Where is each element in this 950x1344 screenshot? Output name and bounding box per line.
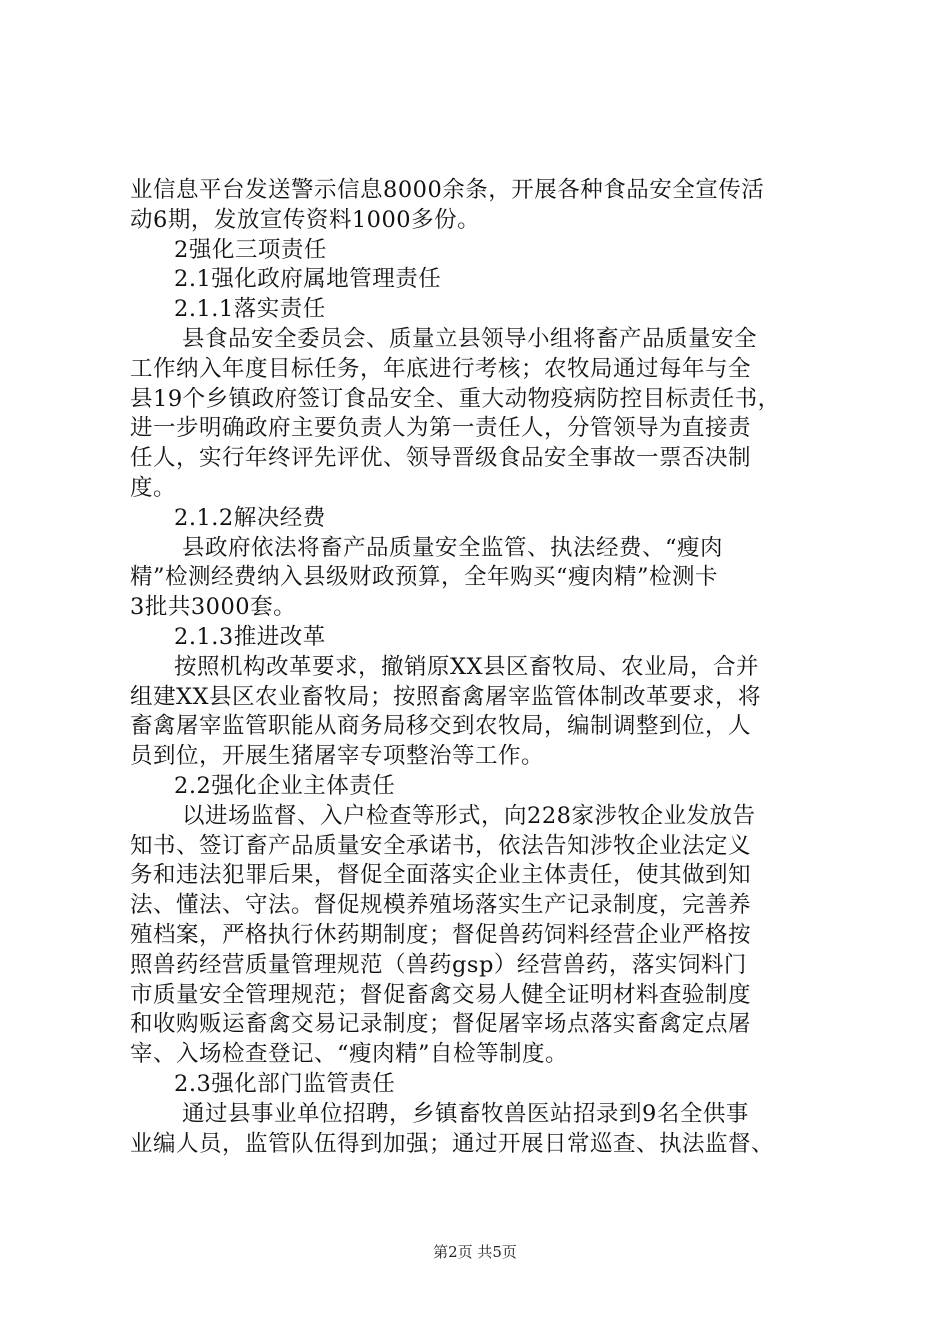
body-line: 按照机构改革要求，撤销原XX县区畜牧局、农业局，合并 — [174, 653, 760, 680]
page-number-footer: 第2页 共5页 — [433, 1243, 517, 1261]
body-line: 组建XX县区农业畜牧局；按照畜禽屠宰监管体制改革要求，将 — [130, 683, 762, 710]
section-heading: 2.1强化政府属地管理责任 — [174, 266, 442, 293]
body-line: 市质量安全管理规范；督促畜禽交易人健全证明材料查验制度 — [130, 981, 752, 1008]
section-heading: 2.1.1落实责任 — [174, 296, 326, 323]
body-line: 殖档案，严格执行休药期制度；督促兽药饲料经营企业严格按 — [130, 921, 752, 948]
body-line: 业信息平台发送警示信息8000余条，开展各种食品安全宣传活 — [130, 177, 765, 203]
section-heading: 2.3强化部门监管责任 — [174, 1070, 396, 1097]
body-line: 员到位，开展生猪屠宰专项整治等工作。 — [130, 743, 545, 770]
body-line: 法、懂法、守法。督促规模养殖场落实生产记录制度，完善养 — [130, 892, 752, 919]
body-line: 进一步明确政府主要负责人为第一责任人，分管领导为直接责 — [130, 415, 752, 442]
body-line: 县食品安全委员会、质量立县领导小组将畜产品质量安全 — [182, 325, 758, 352]
section-heading: 2.1.3推进改革 — [174, 623, 326, 650]
body-line: 畜禽屠宰监管职能从商务局移交到农牧局，编制调整到位，人 — [130, 713, 752, 740]
body-line: 动6期，发放宣传资料1000多份。 — [130, 206, 481, 233]
body-line: 通过县事业单位招聘，乡镇畜牧兽医站招录到9名全供事 — [182, 1100, 749, 1127]
body-line: 业编人员，监管队伍得到加强；通过开展日常巡查、执法监督、 — [130, 1130, 775, 1157]
body-line: 务和违法犯罪后果，督促全面落实企业主体责任，使其做到知 — [130, 862, 752, 889]
body-line: 3批共3000套。 — [130, 594, 297, 621]
section-heading: 2.2强化企业主体责任 — [174, 772, 396, 799]
body-line: 和收购贩运畜禽交易记录制度；督促屠宰场点落实畜禽定点屠 — [130, 1011, 752, 1038]
body-line: 宰、入场检查登记、“瘦肉精”自检等制度。 — [130, 1041, 569, 1068]
body-line: 县19个乡镇政府签订食品安全、重大动物疫病防控目标责任书， — [130, 385, 781, 412]
body-line: 照兽药经营质量管理规范（兽药gsp）经营兽药，落实饲料门 — [130, 951, 747, 978]
section-heading: 2强化三项责任 — [174, 236, 327, 263]
document-body — [130, 176, 830, 1159]
body-line: 任人，实行年终评先评优、领导晋级食品安全事故一票否决制 — [130, 445, 752, 472]
body-line: 以进场监督、入户检查等形式，向228家涉牧企业发放告 — [182, 802, 756, 829]
body-line: 度。 — [130, 474, 177, 501]
body-line: 精”检测经费纳入县级财政预算，全年购买“瘦肉精”检测卡 — [130, 564, 719, 591]
section-heading: 2.1.2解决经费 — [174, 504, 326, 531]
body-line: 工作纳入年度目标任务，年底进行考核；农牧局通过每年与全 — [130, 355, 752, 382]
body-line: 知书、签订畜产品质量安全承诺书，依法告知涉牧企业法定义 — [130, 832, 752, 859]
body-line: 县政府依法将畜产品质量安全监管、执法经费、“瘦肉 — [182, 534, 724, 561]
